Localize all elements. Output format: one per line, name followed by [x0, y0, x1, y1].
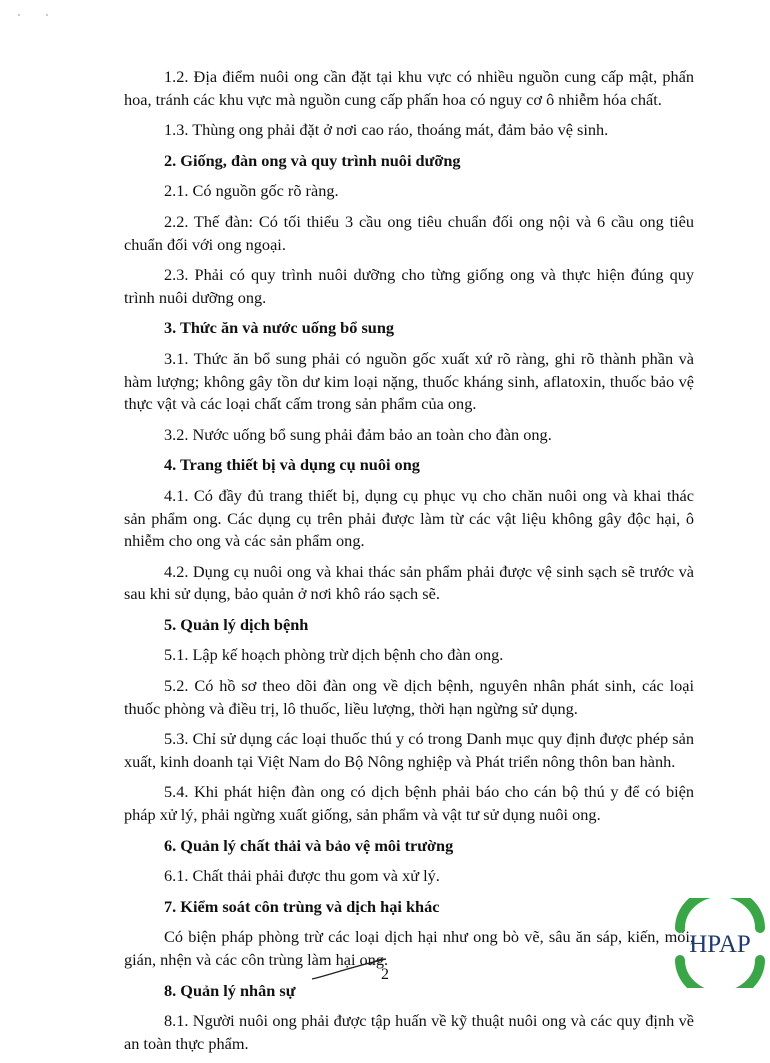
section-heading: 7. Kiểm soát côn trùng và dịch hại khác — [164, 896, 440, 916]
paragraph: 2.2. Thế đàn: Có tối thiểu 3 cầu ong tiêu chuẩn đối ong nội và 6 cầu ong tiêu chuẩn đối với ong ngoại. — [124, 211, 694, 254]
section-heading: 3. Thức ăn và nước uống bổ sung — [164, 318, 395, 338]
paragraph: 6.1. Chất thải phải được thu gom và xử lý. — [164, 866, 440, 886]
scan-speck — [18, 14, 20, 16]
page-number: 2 — [381, 966, 389, 983]
section-heading: 8. Quản lý nhân sự — [164, 980, 296, 1000]
section-heading: 5. Quản lý dịch bệnh — [164, 614, 309, 634]
paragraph: 2.1. Có nguồn gốc rõ ràng. — [164, 181, 339, 201]
paragraph: Có biện pháp phòng trừ các loại dịch hại như ong bò vẽ, sâu ăn sáp, kiến, mối, gián, nhện và các côn trùng làm hại ong. — [124, 927, 694, 969]
paragraph: 5.1. Lập kế hoạch phòng trừ dịch bệnh cho đàn ong. — [164, 645, 504, 665]
document-body — [124, 66, 694, 1063]
section-heading: 2. Giống, đàn ong và quy trình nuôi dưỡng — [164, 150, 461, 170]
paragraph: 4.2. Dụng cụ nuôi ong và khai thác sản phẩm phải được vệ sinh sạch sẽ trước và sau khi sử dụng, bảo quản ở nơi khô ráo sạch sẽ. — [124, 561, 694, 604]
paragraph: 1.3. Thùng ong phải đặt ở nơi cao ráo, thoáng mát, đảm bảo vệ sinh. — [164, 120, 609, 140]
section-heading: 6. Quản lý chất thải và bảo vệ môi trường — [164, 835, 454, 855]
hpap-logo — [664, 898, 770, 988]
paragraph: 5.2. Có hồ sơ theo dõi đàn ong về dịch bệnh, nguyên nhân phát sinh, các loại thuốc phòng và điều trị, lô thuốc, liều lượng, thời hạn ngừng sử dụng. — [124, 676, 694, 718]
scan-speck — [46, 14, 48, 16]
paragraph: 3.1. Thức ăn bổ sung phải có nguồn gốc xuất xứ rõ ràng, ghi rõ thành phần và hàm lượng; không gây tồn dư kim loại nặng, thuốc kháng sinh, aflatoxin, thuốc bảo vệ thực vật và các loại chất cấm trong sản phẩm của ong. — [124, 348, 694, 414]
logo-text: HPAP — [689, 931, 751, 958]
paragraph: 5.3. Chỉ sử dụng các loại thuốc thú y có trong Danh mục quy định được phép sản xuất, kinh doanh tại Việt Nam do Bộ Nông nghiệp và Phát triển nông thôn ban hành. — [124, 729, 694, 771]
paragraph: 5.4. Khi phát hiện đàn ong có dịch bệnh phải báo cho cán bộ thú y để có biện pháp xử lý, phải ngừng xuất giống, sản phẩm và vật tư sử dụng nuôi ong. — [124, 782, 694, 825]
paragraph: 2.3. Phải có quy trình nuôi dưỡng cho từng giống ong và thực hiện đúng quy trình nuôi dưỡng ong. — [124, 265, 694, 307]
paragraph: 1.2. Địa điểm nuôi ong cần đặt tại khu vực có nhiều nguồn cung cấp mật, phấn hoa, tránh các khu vực mà nguồn cung cấp phấn hoa có nguy cơ ô nhiễm hóa chất. — [124, 67, 694, 109]
section-heading: 4. Trang thiết bị và dụng cụ nuôi ong — [164, 455, 420, 475]
paragraph: 3.2. Nước uống bổ sung phải đảm bảo an toàn cho đàn ong. — [164, 424, 552, 444]
paragraph: 4.1. Có đầy đủ trang thiết bị, dụng cụ phục vụ cho chăn nuôi ong và khai thác sản phẩm ong. Các dụng cụ trên phải được làm từ các vật liệu không gây độc hại, ô nhiễm cho ong và các sản phẩm ong. — [124, 485, 694, 551]
paragraph: 8.1. Người nuôi ong phải được tập huấn về kỹ thuật nuôi ong và các quy định về an toàn thực phẩm. — [124, 1011, 694, 1053]
